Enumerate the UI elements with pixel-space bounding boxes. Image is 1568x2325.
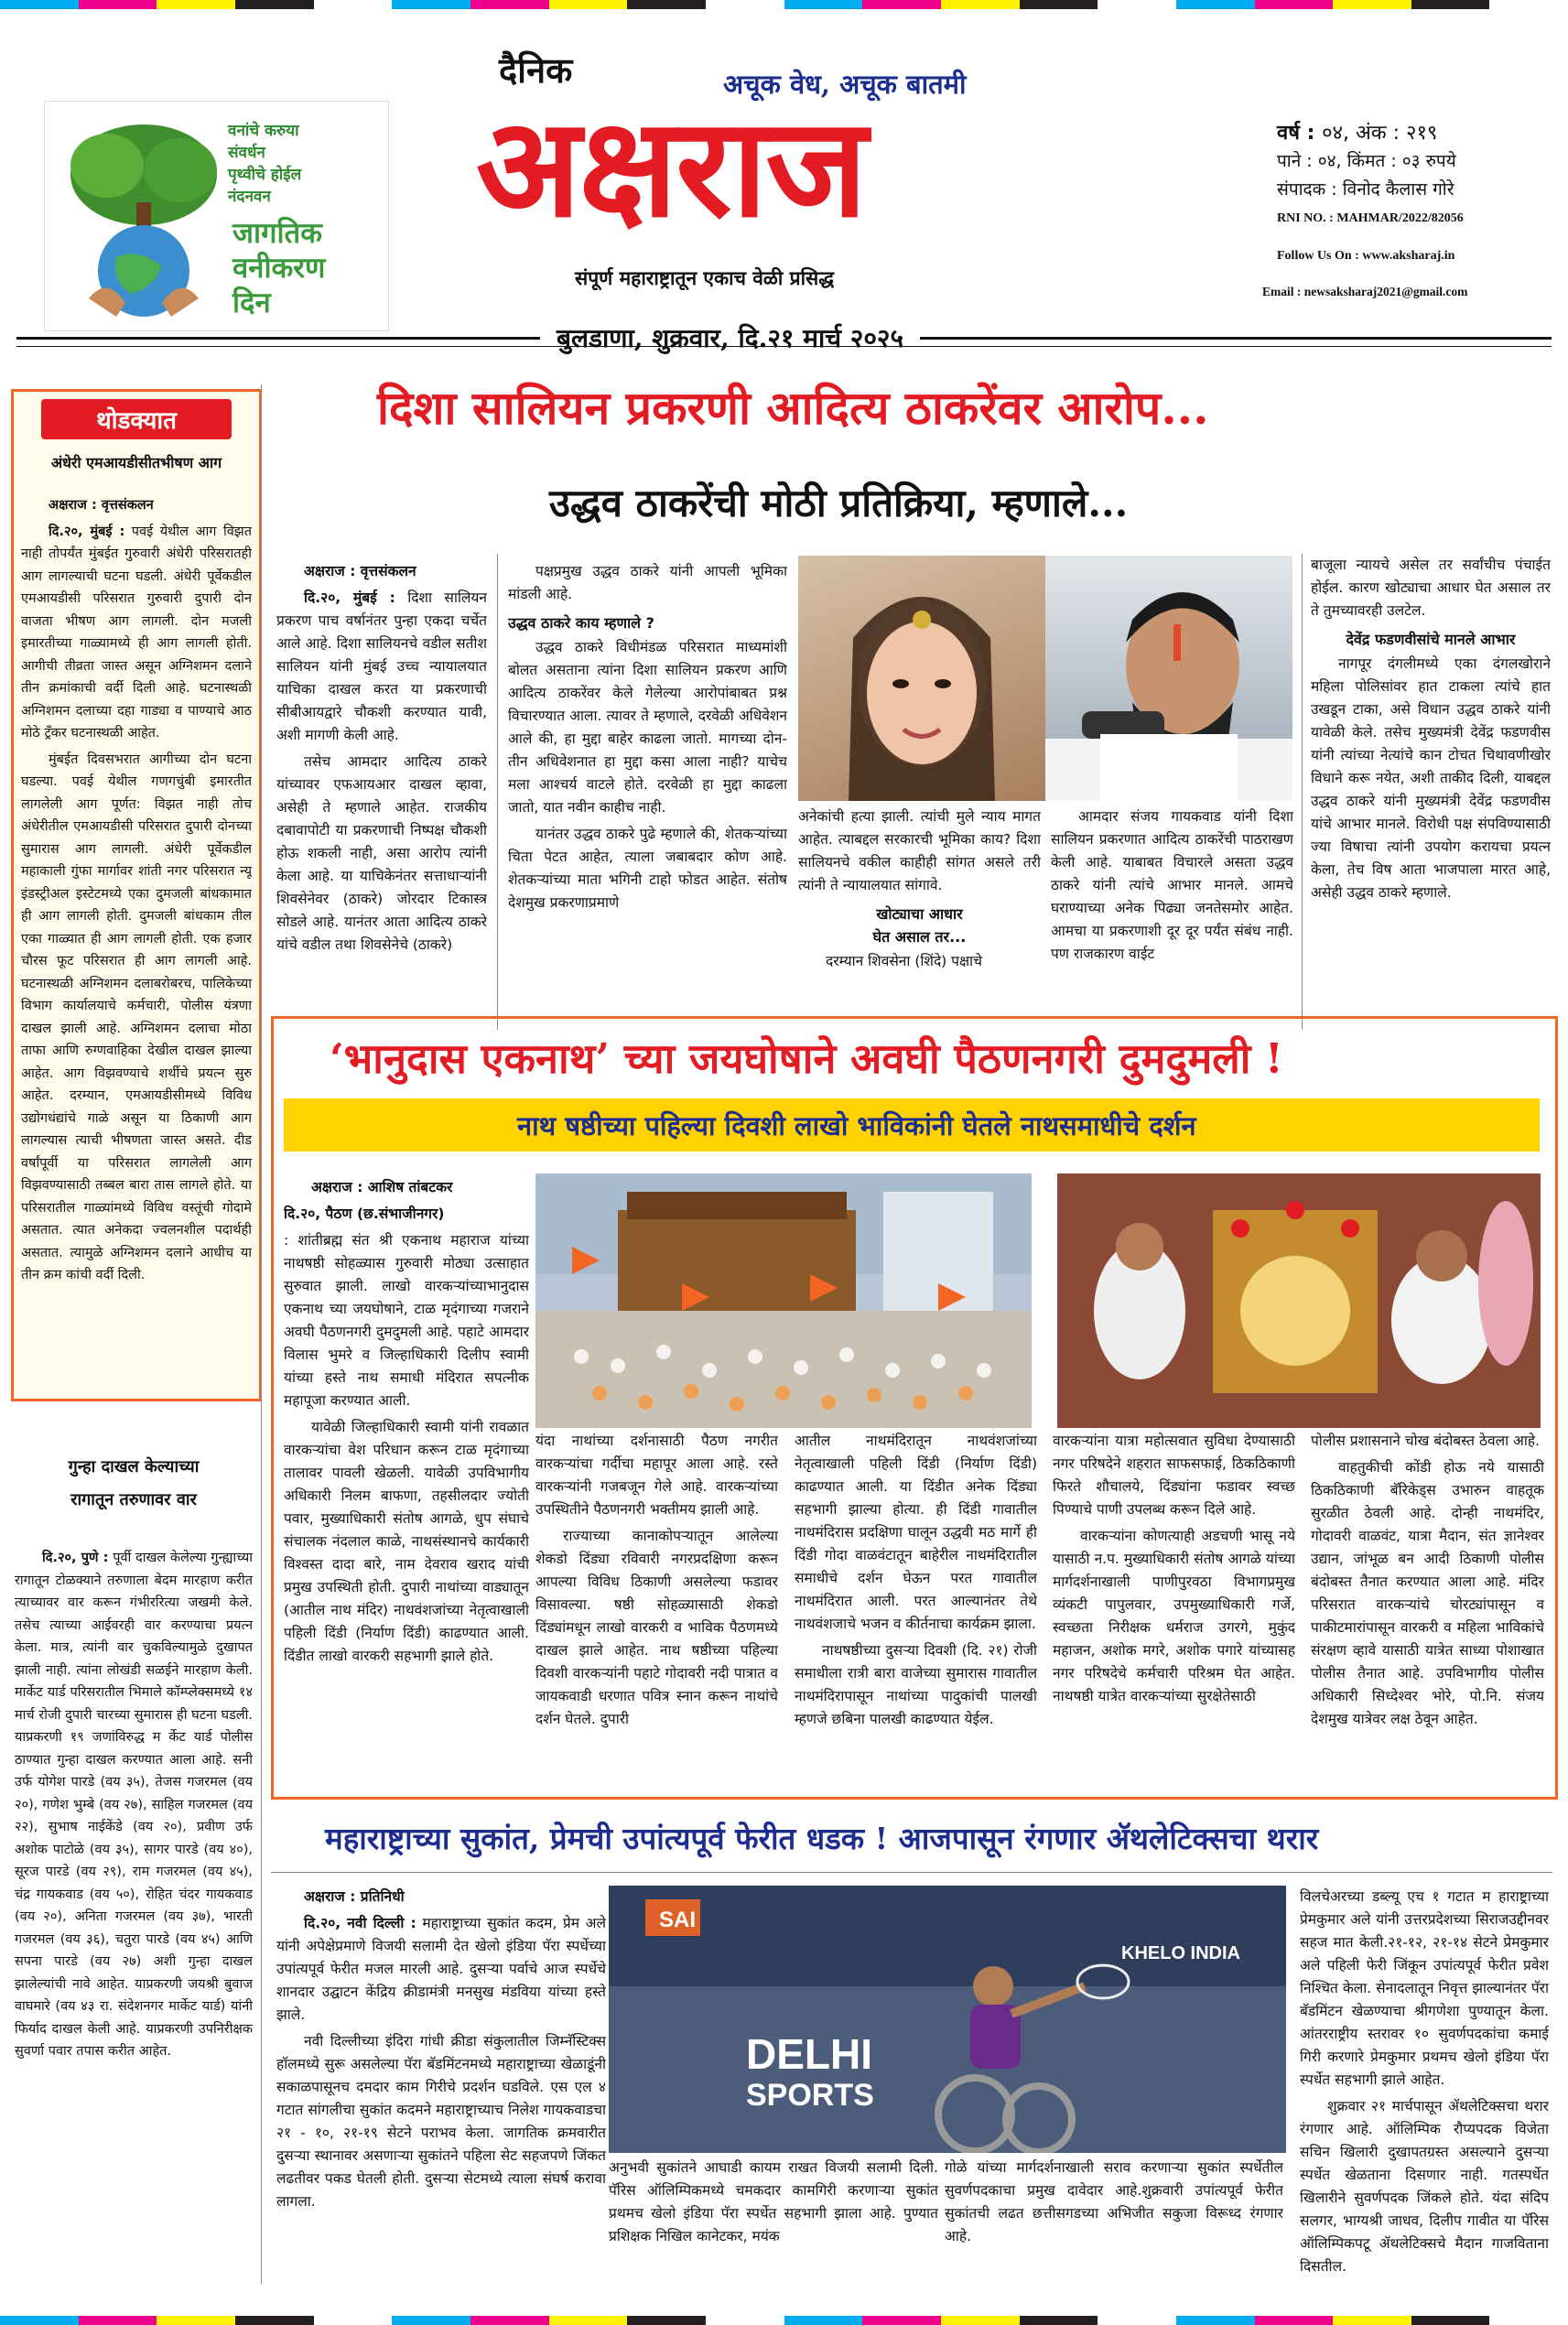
ad-line2: संवर्धन xyxy=(228,144,265,162)
story-c-col4 xyxy=(1300,1886,1549,2279)
story-a-col5 xyxy=(1311,554,1551,1030)
story-b-c5b: वाहतुकीची कोंडी होऊ नये यासाठी ठिकठिकाणी बॅरिकेड्स उभारुन वाहतूक सुरळीत ठेवली आहे. दोन्ही नाथमंदिर, गोदावरी वाळवंट, यात्रा मैदान, संत ज्ञानेश्वर उद्यान, जांभूळ बन आदी ठिकाणी पोलीस बंदोबस्त तैनात करण्यात आला आहे. मंदिर परिसरात वारकऱ्यांचे चोरट्यांपासून व पाकीटमारांपासून वारकरी व महिला भाविकांचे संरक्षण व्हावे यासाठी यात्रेत साध्या पोशाखात पोलीस तैनात आहे. उपविभागीय पोलीस अधिकारी सिध्देश्वर भोरे, पो.नि. संजय देशमुख यात्रेवर लक्ष ठेवून आहेत. xyxy=(1311,1459,1544,1727)
sidebar-story1-p1: पवई येथील आग विझत नाही तोपर्यंत मुंबईत गुरुवारी अंधेरी परिसरातही आग लागल्याची घटना घडली. अंधेरी पूर्वेकडील एमआयडीसी परिसरात गुरुवारी दुपारी दोन वाजता भीषण आग लागली. दोन मजली इमारतीच्या गाळ्यामध्ये ही आग लागली होती. आगीची तीव्रता जास्त असून अग्निशमन दलाने तीन क्रमांकाची वर्दी दिली आहे. घटनास्थळी अग्निशमन दलाच्या दहा गाड्या व पाण्याचे आठ मोठे ट्रँकर घटनास्थळी आहेत. xyxy=(21,524,252,741)
sidebar-story1-byline: अक्षराज : वृत्तसंकलन xyxy=(49,498,154,513)
color-strip-bottom xyxy=(0,2316,1568,2325)
story-a-c5: बाजूला न्यायचे असेल तर सर्वांचीच पंचाईत होईल. कारण खोट्याचा आधार घेत असाल तर ते तुमच्यावरही उलटेल. xyxy=(1311,557,1551,619)
dateline: बुलडाणा, शुक्रवार, दि.२१ मार्च २०२५ xyxy=(540,320,920,355)
story-b-c1b: यावेळी जिल्हाधिकारी स्वामी यांनी रावळात वारकऱ्यांचा वेश परिधान करून टाळ मृदंगाच्या तालावर पावली खेळली. यावेळी उपविभागीय अधिकारी निलम बाफणा, तहसीलदार ज्योती पवार, मुख्याधिकारी संतोष आगळे, धुप संघाचे संचालक नंदलाल काळे, नाथसंस्थानचे कार्यकारी विश्वस्त दादा बारे, नाम देवराव खराद यांची प्रमुख उपस्थिती होती. दुपारी नाथांच्या वाड्यातून (आतील नाथ मंदिर) नाथवंशजांच्या नेतृत्वाखाली पहिली दिंडी (निर्याण दिंडी) काढण्यात आली. दिंडीत लाखो वारकरी सहभागी झाले होते. xyxy=(284,1419,529,1664)
khelo-text: KHELO INDIA xyxy=(1121,1943,1240,1963)
story-a-col3 xyxy=(798,806,1041,1029)
meta-follow: Follow Us On : www.aksharaj.in xyxy=(1277,249,1455,263)
color-strip-top xyxy=(0,0,1568,9)
sidebar-story1-title: अंधेरी एमआयडीसीतभीषण आग xyxy=(50,454,222,471)
meta-sampadak: संपादक : विनोद कैलास गोरे xyxy=(1277,179,1454,200)
ad-line4: नंदनवन xyxy=(228,188,271,206)
story-c-photo-badminton xyxy=(609,1886,1286,2153)
story-c-byline: अक्षराज : प्रतिनिधी xyxy=(304,1888,405,1905)
story-b-c3b: नाथषष्ठीच्या दुसऱ्या दिवशी (दि. २१) रोजी समाधीला रात्री बारा वाजेच्या सुमारास गावातील नाथमंदिरापासून नाथांच्या पादुकांची पालखी म्हणजे छबिना पालखी काढण्यात येईल. xyxy=(795,1642,1037,1727)
story-c-col3 xyxy=(945,2157,1283,2280)
story-b-c2b: राज्याच्या कानाकोपऱ्यातून आलेल्या शेकडो दिंड्या रविवारी नगरप्रदक्षिणा करून आपल्या विविध ठिकाणी असलेल्या फडावर विसावल्या. षष्ठी सोहळ्यासाठी शेकडो दिंड्यांमधून लाखो वारकरी व भाविक पैठणमध्ये दाखल झाले आहेत. नाथ षष्ठीच्या पहिल्या दिवशी वारकऱ्यांनी पहाटे गोदावरी नदी पात्रात व जायकवाडी धरणात पवित्र स्नान करून नाथांचे दर्शन घेतले. दुपारी xyxy=(535,1528,778,1727)
story-b-c5: पोलीस प्रशासनाने चोख बंदोबस्त ठेवला आहे. xyxy=(1311,1433,1541,1449)
story-a-headline: दिशा सालियन प्रकरणी आदित्य ठाकरेंवर आरोप... xyxy=(377,381,1209,435)
masthead-rule2 xyxy=(16,346,1552,347)
story-a-c3b: दरम्यान शिवसेना (शिंदे) पक्षाचे xyxy=(826,953,982,969)
story-c-col2 xyxy=(609,2157,938,2280)
meta-pane: पाने : ०४, किंमत : ०३ रुपये xyxy=(1277,151,1456,171)
story-b-col2 xyxy=(535,1430,778,1790)
story-a-c5sub: देवेंद्र फडणवीसांचे मानले आभार xyxy=(1346,631,1516,648)
story-a-c2a: पक्षप्रमुख उद्धव ठाकरे यांनी आपली भूमिका मांडली आहे. xyxy=(508,563,787,602)
ad-big1: जागतिक xyxy=(232,217,322,250)
story-a-c3sub2: घेत असाल तर... xyxy=(872,928,967,946)
masthead-subtitle: संपूर्ण महाराष्ट्रातून एकाच वेळी प्रसिद्ध xyxy=(575,266,835,289)
story-c-c4: विलचेअरच्या डब्ल्यू एच १ गटात म हाराष्ट्राच्या प्रेमकुमार अले यांनी उत्तरप्रदेशच्या सिराजउद्दीनवर सहज मात केली.२१-१२, २१-१४ सेटने प्रेमकुमार अले पहिली फेरी जिंकून उपांत्यपूर्व फेरीत प्रवेश निश्चित केला. सेनादलातून निवृत्त झाल्यानंतर पॅरा बॅडमिंटन खेळण्याचा श्रीगणेशा पुण्यातून केला. आंतरराष्ट्रीय स्तरावर १० सुवर्णपदकांचा कमाई गिरी करणारे प्रेमकुमार प्रथमच खेलो इंडिया पॅरा स्पर्धेत सहभागी झाले आहेत. xyxy=(1300,1888,1549,2088)
meta-varsh-label: वर्ष : xyxy=(1277,122,1315,145)
story-a-col1 xyxy=(276,560,487,1029)
story-b-c1: : शांतीब्रह्म संत श्री एकनाथ महाराज यांच्या नाथषष्ठी सोहळ्यास गुरुवारी मोठ्या उत्साहात सुरुवात झाली. लाखो वारकऱ्यांच्याभानुदास एकनाथ च्या जयघोषाने, टाळ मृदंगाच्या गजराने अवघी पैठणनगरी दुमदुमली आहे. पहाटे आमदार विलास भुमरे व जिल्हाधिकारी दिलीप स्वामी यांच्या हस्ते नाथ समाधी मंदिरात सपत्नीक महापूजा करण्यात आली. xyxy=(284,1232,529,1409)
ad-big3: दिन xyxy=(232,287,271,319)
story-b-photo-puja xyxy=(1057,1173,1541,1428)
sidebar-story1-dateline: दि.२०, मुंबई : xyxy=(49,524,125,539)
story-a-c2sub: उद्धव ठाकरे काय म्हणाले ? xyxy=(508,614,654,632)
sidebar2 xyxy=(11,1455,256,2279)
story-b-col4 xyxy=(1053,1430,1295,1790)
story-a-c1b: तसेच आमदार आदित्य ठाकरे यांच्यावर एफआयआर दाखल व्हावा, असेही ते म्हणाले आहेत. राजकीय दबावापोटी या प्रकरणाची निष्पक्ष चौकशी होऊ शकली नाही, असा आरोप त्यांनी केला आहे. या याचिकेनंतर सत्ताधाऱ्यांनी शिवसेनेवर (ठाकरे) जोरदार टिकास्त्र सोडले आहे. यानंतर आता आदित्य ठाकरे यांचे वडील तथा शिवसेनेचे (ठाकरे) xyxy=(276,753,487,953)
ad-box xyxy=(44,101,389,331)
sidebar-story2-dateline: दि.२०, पुणे : xyxy=(42,1551,109,1565)
story-b-photo-procession xyxy=(535,1173,1032,1428)
meta-varsh: ०४, अंक : २१९ xyxy=(1322,122,1438,145)
story-b-c4: वारकऱ्यांना यात्रा महोत्सवात सुविधा देण्यासाठी नगर परिषदेने शहरात साफसफाई, ठिकठिकाणी फिरते शौचालये, दिंड्यांना फडावर स्वच्छ पिण्याचे पाणी उपलब्ध करून दिले आहे. xyxy=(1053,1433,1295,1518)
meta-email: Email : newsaksharaj2021@gmail.com xyxy=(1262,285,1468,298)
story-b-byline: अक्षराज : आशिष तांबटकर xyxy=(311,1179,453,1195)
story-a-photo-disha xyxy=(798,556,1045,801)
masthead-title: अक्षराज xyxy=(476,87,866,248)
delhi-text: DELHI xyxy=(746,2030,872,2078)
story-b-col5 xyxy=(1311,1430,1544,1790)
story-a-c1: दिशा सालियन प्रकरण पाच वर्षानंतर पुन्हा एकदा चर्चेत आले आहे. दिशा सालियनचे वडील सतीश सालियन यांनी मुंबई उच्च न्यायालयात याचिका दाखल करत या प्रकरणाची सीबीआयद्वारे चौकशी करण्यात यावी, अशी मागणी केली आहे. xyxy=(276,589,487,743)
ad-big2: वनीकरण xyxy=(232,252,326,285)
sidebar-story2-p1: पूर्वी दाखल केलेल्या गुन्ह्याच्या रागातून टोळक्याने तरुणाला बेदम मारहाण करीत त्याच्यावर वार करून गंभीररित्या जखमी केले. तसेच त्याच्या आईवरही वार करण्याचा प्रयत्न केला. मात्र, त्यांनी वार चुकविल्यामुळे दुखापत झाली नाही. त्यांना लोखंडी सळईने मारहाण केली. मार्केट यार्ड परिसरातील भिमाले कॉम्प्लेक्समध्ये १४ मार्च रोजी दुपारी चारच्या सुमारास ही घटना घडली. याप्रकरणी १९ जणांविरुद्ध म र्केट यार्ड पोलीस ठाण्यात गुन्हा दाखल करण्यात आला आहे. सनी उर्फ योगेश पारडे (वय ३५), तेजस गजरमल (वय २०), गणेश भुम्बे (वय २७), साहिल गजरमल (वय २२), सुभाष नाईकेंडे (वय २०), प्रवीण उर्फ अशोक पाटोळे (वय ३५), सागर पारडे (वय ४०), सूरज पारडे (वय २९), राम गजरमल (वय ४५), चंद्र गायकवाड (वय ५०), रोहित चंदर गायकवाड (वय २०), अनिता गजरमल (वय ३७), भारती गजरमल (वय ३६), चतुरा पारडे (वय ४५) आणि सपना पारडे (वय २७) अशी गुन्हा दाखल झालेल्यांची नावे आहेत. याप्रकरणी जयश्री बुवाज वाघमारे (वय ४३ रा. संदेशनगर मार्केट यार्ड) यांनी फिर्याद दाखल केली आहे. याप्रकरणी उपनिरीक्षक सुवर्णा पवार तपास करीत आहेत. xyxy=(15,1551,253,2059)
story-c-headline: महाराष्ट्राच्या सुकांत, प्रेमची उपांत्यपूर्व फेरीत धडक ! आजपासून रंगणार ॲथलेटिक्सचा थरार xyxy=(325,1821,1319,1856)
story-c-dateline: दि.२०, नवी दिल्ली : xyxy=(304,1915,416,1931)
story-b-dateline: दि.२०, पैठण (छ.संभाजीनगर) xyxy=(284,1206,445,1222)
story-a-byline: अक्षराज : वृत्तसंकलन xyxy=(304,563,416,579)
story-a-dateline: दि.२०, मुंबई : xyxy=(304,589,395,606)
story-c-c3: गोळे यांच्या मार्गदर्शनाखाली सराव करणाऱ्या सुकांत स्पर्धेतील सुवर्णपदकाचा प्रमुख दावेदार आहे.शुक्रवारी उपांत्यपूर्व फेरीत सुकांतची लढत छत्तीसगडच्या अभिजीत सकुजा विरूध्द रंगणार आहे. xyxy=(945,2159,1283,2244)
story-b-col1 xyxy=(284,1176,529,1790)
story-a-c3sub1: खोट्याचा आधार xyxy=(876,905,963,923)
story-a-c3: अनेकांची हत्या झाली. त्यांची मुले न्याय मागत आहेत. त्याबद्दल सरकारची भूमिका काय? दिशा सालियनचे वकील काहीही सांगत असले तरी त्यांनी ते न्यायालयात सांगावे. xyxy=(798,808,1041,893)
story-a-photo-aditya xyxy=(1045,556,1292,801)
sidebar-story2-title1: गुन्हा दाखल केल्याच्या xyxy=(68,1457,200,1476)
story-a-c4: आमदार संजय गायकवाड यांनी दिशा सालियन प्रकरणात आदित्य ठाकरेंची पाठराखण केली आहे. याबाबत विचारले असता उद्धव ठाकरे यांनी त्यांचे आभार मानले. आमचे घराण्याच्या अनेक पिढ्या जनतेसमोर आहेत. आमचा या प्रकरणाशी दूर दूर पर्यंत संबंध नाही. पण राजकारण वाईट xyxy=(1051,808,1293,962)
story-b-headline: ‘भानुदास एकनाथ’ च्या जयघोषाने अवघी पैठणनगरी दुमदुमली ! xyxy=(330,1034,1283,1083)
ad-line3: पृथ्वीचे होईल xyxy=(228,166,302,184)
sidebar-story2-title2: रागातून तरुणावर वार xyxy=(70,1490,197,1509)
story-b-c2: यंदा नाथांच्या दर्शनासाठी पैठण नगरीत वारकऱ्यांचा गर्दीचा महापूर आला आहे. रस्ते वारकऱ्यांनी गजबजून गेले आहे. वारकऱ्यांच्या उपस्थितीने पैठणनगरी भक्तीमय झाली आहे. xyxy=(535,1433,778,1518)
story-c-c2: अनुभवी सुकांतने आघाडी कायम राखत विजयी सलामी दिली. पॅरिस ऑलिम्पिकमध्ये चमकदार कामगिरी करणाऱ्या सुकांत प्रथमच खेलो इंडिया पॅरा स्पर्धेत सहभागी झाला आहे. पुण्यात प्रशिक्षक निखिल कानेटकर, मयंक xyxy=(609,2159,938,2244)
ad-line1: वनांचे करुया xyxy=(228,122,299,140)
story-a-c5b: नागपूर दंगलीमध्ये एका दंगलखोराने महिला पोलिसांवर हात टाकला त्यांचे हात उखडून टाका, असे विधान उद्धव ठाकरे यांनी यावेळी केले. तसेच मुख्यमंत्री देवेंद्र फडणवीस यांनी त्यांच्या नेत्यांचे कान टोचत चिथावणीखोर विधाने करू नयेत, अशी ताकीद दिली, याबद्दल उद्धव ठाकरे यांनी मुख्यमंत्री देवेंद्र फडणवीस यांचे आभार मानले. विरोधी पक्ष संपविण्यासाठी ज्या विषाचा त्यांनी उपयोग करायचा प्रयत्न केला, तेच विष आता भाजपाला मारत आहे, असेही उद्धव ठाकरे म्हणाले. xyxy=(1311,655,1551,901)
story-a-c2b: उद्धव ठाकरे विधीमंडळ परिसरात माध्यमांशी बोलत असताना त्यांना दिशा सालियन प्रकरण आणि आदित्य ठाकरेंवर केले गेलेल्या आरोपांबाबत प्रश्न विचारण्यात आला. त्यावर ते म्हणाले, दरवेळी अधिवेशन आले की, हा मुद्दा बाहेर काढला जातो. मागच्या दोन-तीन अधिवेशनात हा मुद्दा कसा आला नाही? याचेच मला आश्चर्य वाटले होते. दरवेळी हा मुद्दा काढला जातो, यात नवीन काहीच नाही. xyxy=(508,639,787,816)
story-c-c1b: नवी दिल्लीच्या इंदिरा गांधी क्रीडा संकुलातील जिम्नॅस्टिक्स हॉलमध्ये सुरू असलेल्या पॅरा बॅडमिंटनमध्ये महाराष्ट्राच्या खेळाडूंनी सकाळपासूनच दमदार काम गिरीचे प्रदर्शन घडविले. एस एल ४ गटात सांगलीचा सुकांत कदमने महाराष्ट्राच्याच निलेश गायकवाडचा २१ - १०, २१-१९ सेटने पराभव केला. जागतिक क्रमवारीत दुसऱ्या स्थानावर असणाऱ्या सुकांतने पहिला सेट सहजपणे जिंकत लढतीवर पकड घेतली होती. दुसऱ्या सेटमध्ये त्याला संघर्ष करावा लागला. xyxy=(276,2033,606,2210)
story-b-col3 xyxy=(795,1430,1037,1790)
story-a-col2 xyxy=(508,560,787,1029)
sai-logo: SAI xyxy=(659,1908,697,1932)
sidebar xyxy=(11,389,262,1401)
story-b-c3: आतील नाथमंदिरातून नाथवंशजांच्या नेतृत्वाखाली पहिली दिंडी (निर्याण दिंडी) काढण्यात आली. या दिंडीत अनेक दिंड्या सहभागी झाल्या होत्या. ही दिंडी गावातील नाथमंदिरास प्रदक्षिणा घालून उद्धवी मठ मार्गे ही दिंडी गोदा वाळवंटातून बाहेरील नाथमंदिरातील समाधीचे दर्शन घेऊन परत गावातील नाथमंदिरात आली. परत आल्यानंतर तेथे नाथवंशजाचे भजन व कीर्तनाचा कार्यक्रम झाला. xyxy=(795,1433,1037,1632)
masthead-dainik: दैनिक xyxy=(499,49,573,91)
sports-text: SPORTS xyxy=(746,2078,874,2113)
story-c-col1 xyxy=(276,1886,606,2279)
story-c-c4b: शुक्रवार २१ मार्चपासून ॲथलेटिक्सचा थरार रंगणार आहे. ऑलिम्पिक रौप्यपदक विजेता सचिन खिलारी दुखापतग्रस्त असल्याने दुसऱ्या स्पर्धेत खेळताना दिसणार नाही. गतस्पर्धेत खिलारीने सुवर्णपदक जिंकले होते. यंदा संदिप सलगर, भाग्यश्री जाधव, दिलीप गावीत या पॅरिस ऑलिम्पिकपटू ॲथलेटिक्सचे मैदान गाजविताना दिसतील. xyxy=(1300,2098,1549,2275)
sidebar-story1-p2: मुंबईत दिवसभरात आगीच्या दोन घटना घडल्या. पवई येथील गणगचुंबी इमारतीत लागलेली आग पूर्णत: विझत नाही तोच अंधेरीतील एमआयडीसी परिसरात दुपारी दोनच्या सुमारास आग लागली. अंधेरी पूर्वेकडील महाकाली गुंफा मार्गावर शांती नगर परिसरात न्यू इंडस्ट्रीअल इस्टेटमध्ये एका दुमजली बांधकामात ही आग लागली होती. दुमजली बांधकाम तील एका गाळ्यात ही आग लागली होती. एक हजार चौरस फूट परिसरात ही आग लागली आहे. घटनास्थळी अग्निशमन दलाबरोबरच, पालिकेच्या विभाग कार्यालयाचे कर्मचारी, पोलीस यंत्रणा दाखल झाली आहे. अग्निशमन दलाचा मोठा ताफा आणि रुग्णवाहिका देखील दाखल झाल्या आहेत. आग विझवण्याचे शर्थीचे प्रयत्न सुरु आहेत. दरम्यान, एमआयडीसीमध्ये विविध उद्योगधंद्यांचे गाळे असून या ठिकाणी आग लागल्यास त्याची भीषणता जास्त असते. दीड वर्षांपूर्वी या परिसरात लागलेली आग विझवण्यासाठी तब्बल बारा तास लागले होते. या परिसरातील गाळ्यांमध्ये विविध वस्तूंची गोदामे असतात. त्यात अनेकदा ज्वलनशील पदार्थही असतात. त्यामुळे अग्निशमन दलाने आधीच या तीन क्रम कांची वर्दी दिली. xyxy=(21,752,252,1282)
story-a-c2c: यानंतर उद्धव ठाकरे पुढे म्हणाले की, शेतकऱ्यांच्या चिता पेटत आहेत, त्याला जबाबदार कोण आहे. शेतकऱ्यांच्या माता भगिनी टाहो फोडत आहेत. संतोष देशमुख प्रकरणाप्रमाणे xyxy=(508,826,787,911)
story-a-subhead: उद्धव ठाकरेंची मोठी प्रतिक्रिया, म्हणाले... xyxy=(549,481,1129,525)
masthead-meta xyxy=(1262,119,1552,306)
masthead-tagline: अचूक वेध, अचूक बातमी xyxy=(723,69,967,100)
sidebar-heading: थोडक्यात xyxy=(41,399,232,439)
meta-rni: RNI NO. : MAHMAR/2022/82056 xyxy=(1277,211,1464,225)
story-b-subhead: नाथ षष्ठीच्या पहिल्या दिवशी लाखो भाविकांनी घेतले नाथसमाधीचे दर्शन xyxy=(517,1110,1196,1141)
story-c-c1: महाराष्ट्राच्या सुकांत कदम, प्रेम अले यांनी अपेक्षेप्रमाणे विजयी सलामी देत खेलो इंडिया पॅरा स्पर्धेच्या उपांत्यपूर्व फेरीत मजल मारली आहे. दुसऱ्या पर्वाचे आज स्पर्धेचे शानदार उद्घाटन केंद्रिय क्रीडामंत्री मनसुख मंडविया यांच्या हस्ते झाले. xyxy=(276,1915,606,2023)
story-a-col4 xyxy=(1051,806,1293,1029)
story-b-c4b: वारकऱ्यांना कोणत्याही अडचणी भासू नये यासाठी न.प. मुख्याधिकारी संतोष आगळे यांच्या मार्गदर्शनाखाली पाणीपुरवठा विभागप्रमुख व्यंकटी पापुलवार, उपमुख्याधिकारी गर्जे, स्वच्छता निरीक्षक धर्मराज उगरगे, मुकुंद महाजन, अशोक मगरे, अशोक पगारे यांच्यासह नगर परिषदेचे कर्मचारी परिश्रम घेत आहेत. नाथषष्ठी यात्रेत वारकऱ्यांच्या सुरक्षेतेसाठी xyxy=(1053,1528,1295,1704)
globe-tree-icon xyxy=(52,120,244,321)
